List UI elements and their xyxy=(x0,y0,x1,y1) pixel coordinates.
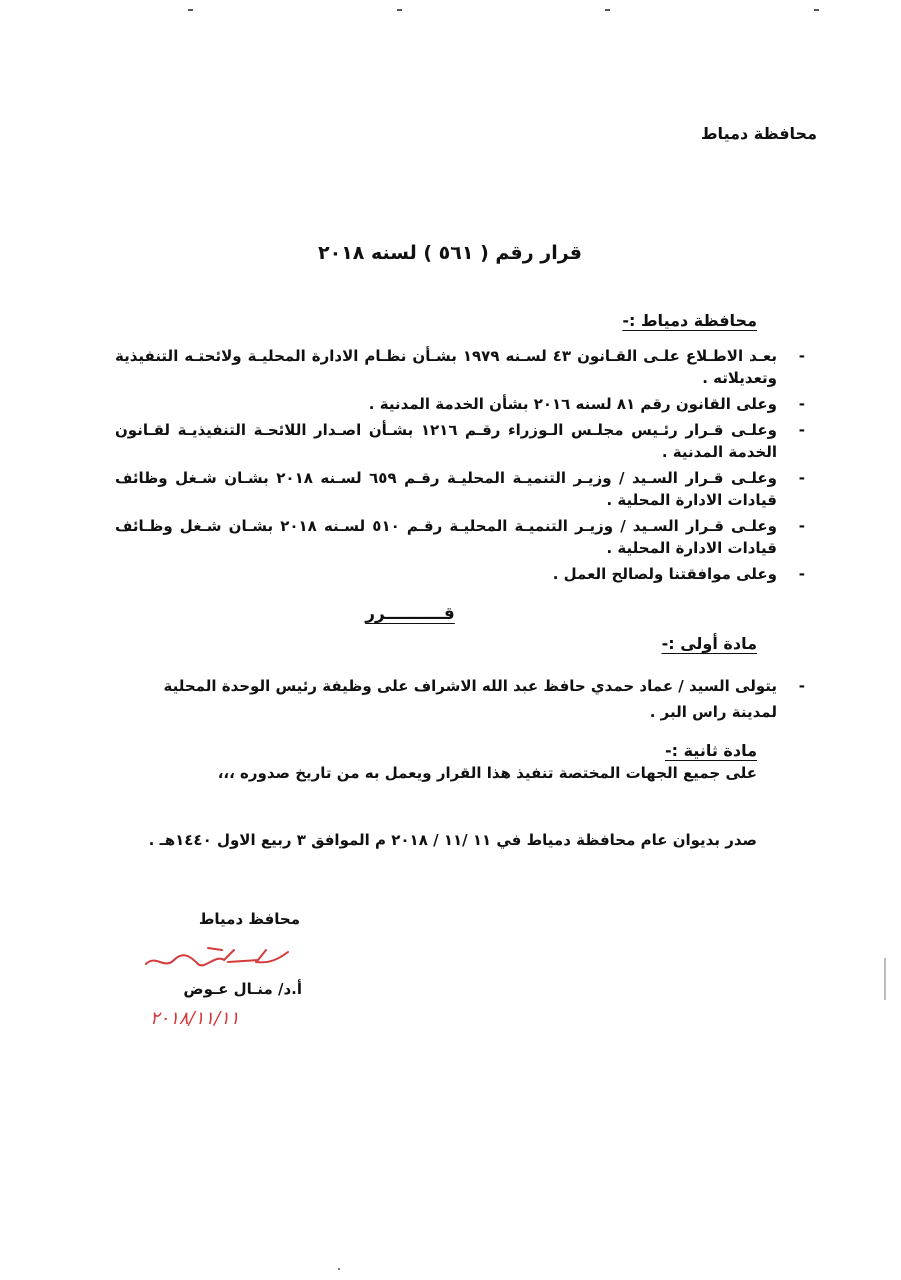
handwritten-signature xyxy=(138,936,298,976)
handwritten-date: ٢٠١٨/١١/١١ xyxy=(150,1008,240,1029)
scan-mark xyxy=(397,9,402,11)
issuer-heading: محافظة دمياط :- xyxy=(622,311,757,330)
preamble-item xyxy=(115,515,805,559)
preamble-item xyxy=(115,419,805,463)
preamble-text: وعلـى قـرار رئـيس مجلـس الـوزراء رقـم ١٢١٦ بشـأن اصـدار اللائحـة التنفيذيـة لقـانون الخدمة المدنية . xyxy=(115,421,777,461)
article-1-text: يتولى السيد / عماد حمدي حافظ عبد الله الاشراف على وظيفة رئيس الوحدة المحلية لمدينة راس البر . xyxy=(163,677,777,721)
bullet-dash: - xyxy=(798,347,805,365)
scan-mark xyxy=(188,9,193,11)
preamble-item xyxy=(115,467,805,511)
preamble-list xyxy=(115,345,805,589)
signatory-name: أ.د/ منـال عـوض xyxy=(183,980,302,998)
bullet-dash: - xyxy=(798,421,805,439)
decision-title: قرار رقم ( ٥٦١ ) لسنه ٢٠١٨ xyxy=(318,242,582,264)
preamble-text: وعلـى قـرار السـيد / وزيـر التنميـة المحليـة رقـم ٦٥٩ لسـنه ٢٠١٨ بشـان شـغل وظائف قيادات الادارة المحلية . xyxy=(115,469,777,509)
scan-mark xyxy=(814,9,819,11)
article-1 xyxy=(115,673,805,725)
article-2-title: مادة ثانية :- xyxy=(664,741,757,760)
preamble-text: وعلـى قـرار السـيد / وزيـر التنميـة المحليـة رقـم ٥١٠ لسـنه ٢٠١٨ بشـان شـغل وظـائف قيادات الادارة المحلية . xyxy=(115,517,777,557)
bullet-dash: - xyxy=(798,517,805,535)
preamble-text: وعلى موافقتنا ولصالح العمل . xyxy=(552,565,777,583)
bullet-dash: - xyxy=(798,677,805,695)
preamble-item xyxy=(115,563,805,585)
decree-heading: قــــــــــرر xyxy=(365,604,455,624)
preamble-item xyxy=(115,345,805,389)
bullet-dash: - xyxy=(798,469,805,487)
governorate-header: محافظة دمياط xyxy=(700,124,817,143)
preamble-item xyxy=(115,393,805,415)
article-2-text: على جميع الجهات المختصة تنفيذ هذا القرار ويعمل به من تاريخ صدوره ،،، xyxy=(217,764,757,782)
article-1-title: مادة أولى :- xyxy=(661,634,757,653)
scan-speck xyxy=(338,1268,340,1270)
bullet-dash: - xyxy=(798,565,805,583)
issuance-statement: صدر بديوان عام محافظة دمياط في ١١ /١١ / ٢٠١٨ م الموافق ٣ ربيع الاول ١٤٤٠هـ . xyxy=(148,831,757,849)
preamble-text: وعلى القانون رقم ٨١ لسنه ٢٠١٦ بشأن الخدمة المدنية . xyxy=(368,395,777,413)
preamble-text: بعـد الاطـلاع علـى القـانون ٤٣ لسـنه ١٩٧٩ بشـأن نظـام الادارة المحليـة ولائحتـه التنفيذية وتعديلاته . xyxy=(115,347,778,387)
signatory-title: محافظ دمياط xyxy=(198,910,300,928)
scan-edge-line xyxy=(884,958,886,1000)
scan-mark xyxy=(605,9,610,11)
bullet-dash: - xyxy=(798,395,805,413)
